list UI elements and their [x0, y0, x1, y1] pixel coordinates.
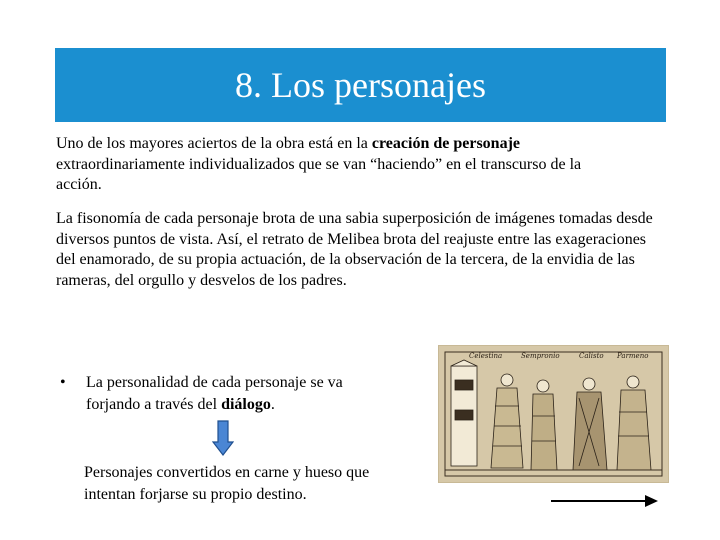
paragraph-intro [56, 134, 616, 196]
arrow-down-icon [212, 420, 234, 456]
woodcut-label-2: Sempronio [521, 352, 560, 360]
woodcut-label-3: Calisto [579, 352, 604, 360]
bullet-text-end: . [270, 396, 275, 413]
paragraph-fisonomia: La fisonomía de cada personaje brota de una sabia superposición de imágenes tomadas desde diversos puntos de vista. Así, el retrato de Melibea brota del reajuste entre las exageraciones del enamorado, de su propia actuación, de la observación de la tercera, de la envidia de las rameras, del orgullo y desvelos de los padres. [56, 210, 653, 289]
title-banner [55, 48, 666, 122]
bullet-bold-word: diálogo [221, 396, 271, 413]
intro-text-end: extraordinariamente individualizados que se van “haciendo” en el transcurso de la acción. [56, 155, 582, 193]
result-text: Personajes convertidos en carne y hueso que intentan forjarse su propio destino. [84, 464, 370, 503]
bullet-marker: • [60, 374, 66, 391]
slide-title: 8. Los personajes [235, 65, 486, 105]
bullet-text-start: La personalidad de cada personaje se va forjando a través del [86, 374, 343, 413]
intro-text-start: Uno de los mayores aciertos de la obra está en la [56, 135, 372, 152]
intro-bold-phrase: creación de personaje [371, 135, 521, 152]
woodcut-label-4: Parmeno [617, 352, 649, 360]
celestina-woodcut-image [438, 345, 669, 483]
arrow-right-icon [551, 494, 659, 508]
bullet-item [60, 372, 400, 416]
bullet-text [86, 372, 400, 416]
woodcut-label-1: Celestina [469, 352, 503, 360]
